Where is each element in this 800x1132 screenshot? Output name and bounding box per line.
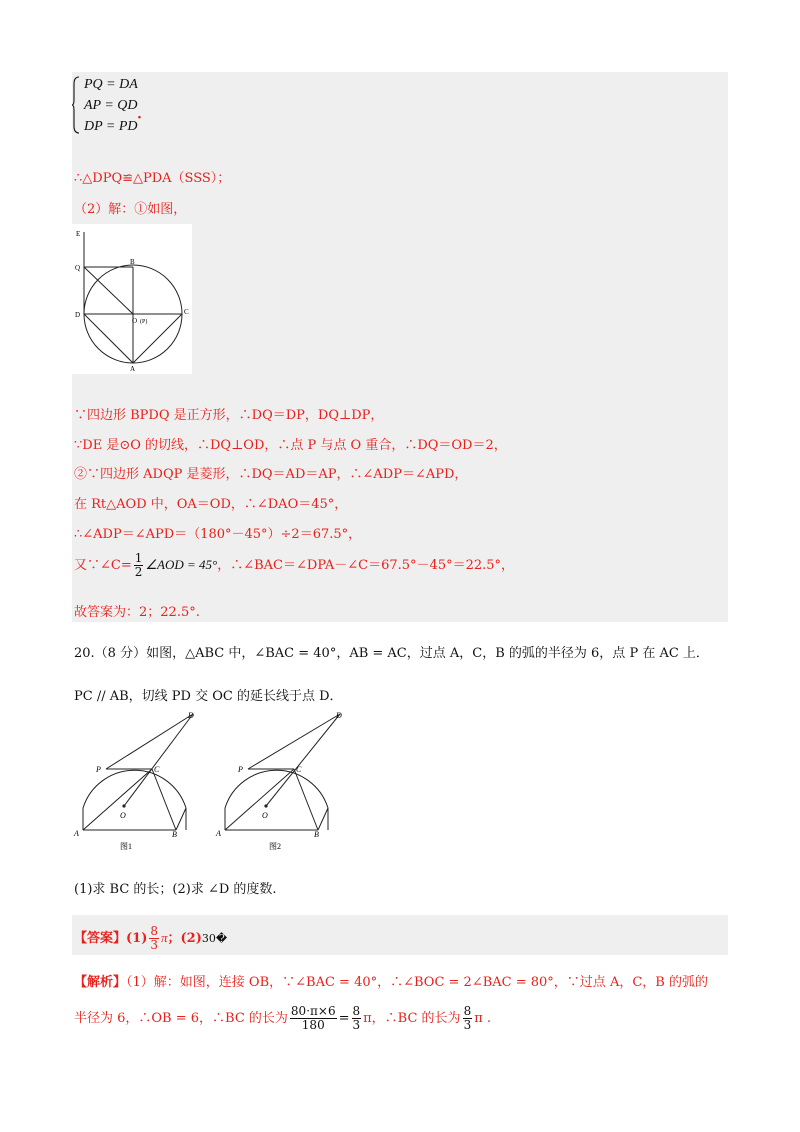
fig-label-c: C: [184, 308, 189, 316]
system-eq-3: DP = PD: [84, 119, 138, 134]
line6-suffix: ，∴∠BAC＝∠DPA－∠C＝67.5°－45°＝22.5°，: [217, 558, 515, 573]
fig2-label-c: C: [296, 765, 302, 774]
solution-line-1: ∵四边形 BPDQ 是正方形，∴DQ＝DP，DQ⊥DP，: [74, 408, 384, 423]
fig1-label-d: D: [188, 711, 194, 720]
line6-mid: ∠AOD = 45°: [145, 557, 218, 572]
part2-intro: （2）解：①如图，: [74, 202, 187, 217]
line6-prefix: 又∵∠C=: [74, 558, 132, 573]
answer-sep: ；(2): [167, 931, 202, 946]
fig1-label-b: B: [172, 830, 177, 839]
fig1-label-p: P: [96, 765, 101, 774]
fig1-label-c: C: [154, 765, 160, 774]
analysis-line2: [74, 1005, 491, 1032]
arc-length-fraction: $\frac{80\cdot\pi\times 6}{180}$: [290, 1004, 336, 1032]
congruence-line: ∴△DPQ≌△PDA（SSS）；: [74, 171, 231, 186]
left-brace-icon: [72, 76, 80, 134]
fig-label-p: (P): [140, 319, 148, 325]
fig2-label-o: O: [262, 811, 268, 820]
solution-line-3: ②∵四边形 ADQP 是菱形，∴DQ＝AD＝AP，∴∠ADP＝∠APD，: [74, 467, 468, 482]
question20-ask: (1)求 BC 的长；(2)求 ∠D 的度数.: [74, 882, 277, 897]
fig-label-b: B: [130, 258, 135, 266]
solution-line-5: ∴∠ADP＝∠APD＝（180°－45°）÷2＝67.5°，: [74, 527, 362, 542]
fig2-label-d: D: [336, 711, 342, 720]
solution-line-4: 在 Rt△AOD 中，OA＝OD，∴∠DAO＝45°，: [74, 497, 348, 512]
solution-final: 故答案为：2；22.5°.: [74, 605, 200, 620]
answer-tag: 【答案】: [74, 931, 127, 946]
solution-line-6: [74, 552, 514, 579]
analysis-line1: [74, 971, 708, 990]
fig2-label-a: A: [216, 829, 221, 838]
figure-1: [72, 706, 202, 854]
fig2-caption: 图2: [269, 842, 281, 851]
system-mark: ·: [137, 110, 142, 126]
analysis-line1-text: （1）解：如图，连接 OB，∵∠BAC = 40°，∴∠BOC = 2∠BAC = 80°，∵过点 A，C，B 的弧的: [126, 975, 708, 990]
question20-line2: PC // AB，切线 PD 交 OC 的延长线于点 D．: [74, 689, 343, 704]
fig1-caption: 图1: [120, 842, 132, 851]
fig-label-q: Q: [75, 264, 81, 272]
question20-line1: 20.（8 分）如图，△ABC 中，∠BAC = 40°，AB = AC，过点 A，C，B 的弧的半径为 6，点 P 在 AC 上．: [74, 646, 709, 661]
fig1-label-a: A: [74, 829, 79, 838]
final-fraction: $\frac{8}{3}$: [463, 1004, 472, 1032]
answer-pi: π: [161, 930, 168, 945]
fig2-label-p: P: [238, 765, 243, 774]
analysis-equals: =: [338, 1011, 350, 1026]
fig1-label-o: O: [120, 811, 126, 820]
analysis-line2-a: 半径为 6，∴OB = 6，∴BC 的长为: [74, 1011, 288, 1026]
system-eq-1: PQ = DA: [84, 77, 138, 92]
fig-label-a: A: [130, 365, 136, 373]
arc-result-fraction: $\frac{8}{3}$: [352, 1004, 361, 1032]
half-fraction: $\frac{1}{2}$: [134, 551, 143, 579]
system-eq-2: AP = QD: [84, 98, 138, 113]
fig-label-d: D: [75, 311, 81, 319]
fig-label-e: E: [76, 230, 81, 238]
figure-2: [214, 706, 354, 854]
answer-part2: 30�: [201, 932, 228, 945]
square-circle-figure: [72, 224, 192, 374]
analysis-tag: 【解析】: [74, 975, 127, 990]
fig2-label-b: B: [314, 830, 319, 839]
solution-line-2: ∵DE 是⊙O 的切线，∴DQ⊥OD，∴点 P 与点 O 重合，∴DQ＝OD＝2，: [74, 438, 507, 453]
answer-part1-label: (1): [126, 931, 148, 946]
answer-fraction: $\frac{8}{3}$: [150, 924, 159, 952]
answer-line: [74, 925, 227, 952]
fig-label-o: O: [132, 317, 138, 325]
analysis-line2-d: π .: [474, 1011, 492, 1026]
analysis-line2-c: π，∴BC 的长为: [363, 1011, 461, 1026]
